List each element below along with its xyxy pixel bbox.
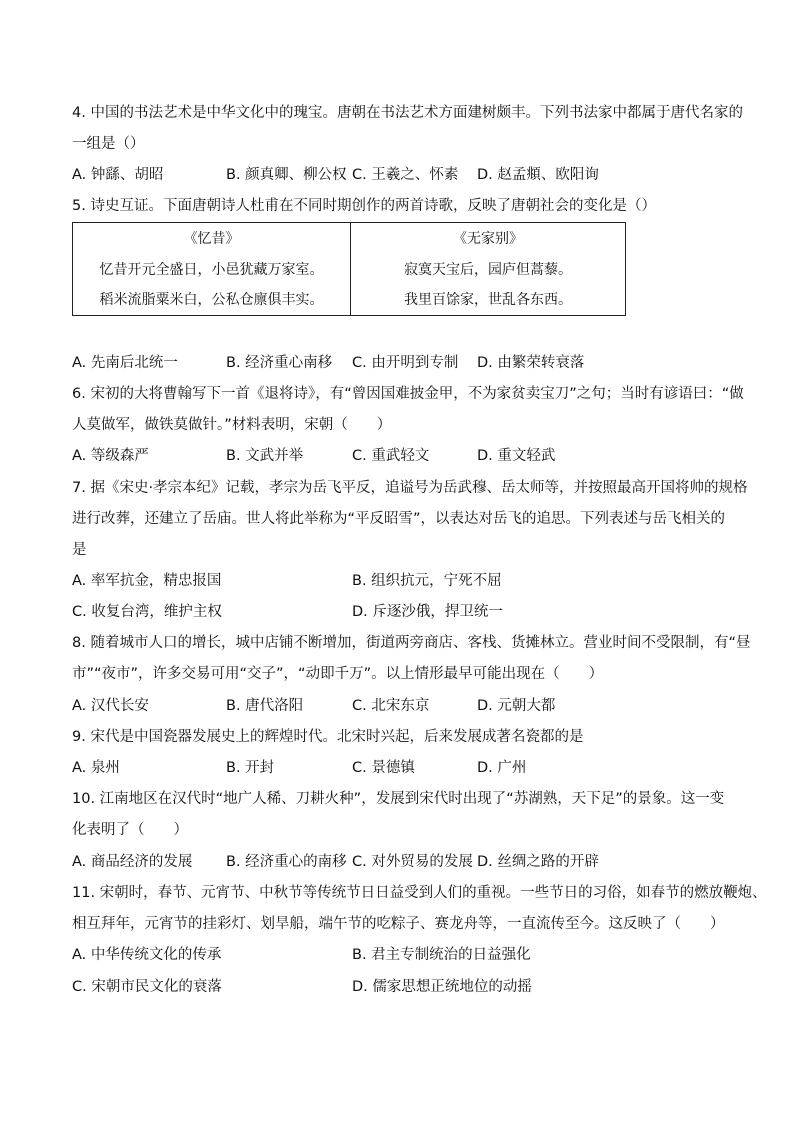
q9-option-d[interactable]: D. 广州 bbox=[477, 760, 527, 776]
q8-stem-line-1: 8. 随着城市人口的增长，城中店铺不断增加，街道两旁商店、客栈、货摊林立。营业时间不受限制，有“昼 bbox=[72, 635, 751, 651]
poem-line: 忆昔开元全盛日，小邑犹藏万家室。 bbox=[99, 262, 324, 278]
q6-option-d[interactable]: D. 重文轻武 bbox=[477, 448, 556, 464]
q5-stem-line-1: 5. 诗史互证。下面唐朝诗人杜甫在不同时期创作的两首诗歌，反映了唐朝社会的变化是（） bbox=[72, 198, 656, 214]
q4-option-d[interactable]: D. 赵孟頫、欧阳询 bbox=[477, 167, 599, 183]
poem-cell-yixi bbox=[73, 223, 351, 315]
q8-option-c[interactable]: C. 北宋东京 bbox=[352, 698, 430, 714]
q5-option-a[interactable]: A. 先南后北统一 bbox=[72, 355, 178, 371]
poem-title: 《忆昔》 bbox=[183, 231, 240, 247]
q7-option-b[interactable]: B. 组织抗元，宁死不屈 bbox=[352, 573, 502, 589]
q6-option-b[interactable]: B. 文武并举 bbox=[226, 448, 304, 464]
q11-option-a[interactable]: A. 中华传统文化的传承 bbox=[72, 947, 222, 963]
q9-option-c[interactable]: C. 景德镇 bbox=[352, 760, 415, 776]
q9-option-a[interactable]: A. 泉州 bbox=[72, 760, 120, 776]
q4-option-a[interactable]: A. 钟繇、胡昭 bbox=[72, 167, 164, 183]
q11-option-c[interactable]: C. 宋朝市民文化的衰落 bbox=[72, 979, 222, 995]
q11-option-b[interactable]: B. 君主专制统治的日益强化 bbox=[352, 947, 531, 963]
q6-option-a[interactable]: A. 等级森严 bbox=[72, 448, 149, 464]
q8-option-b[interactable]: B. 唐代洛阳 bbox=[226, 698, 304, 714]
q8-stem-line-2: 市”“夜市”，许多交易可用“交子”，“动即千万”。以上情形最早可能出现在（ ） bbox=[72, 666, 604, 682]
q7-stem-line-1: 7. 据《宋史·孝宗本纪》记载，孝宗为岳飞平反，追谥号为岳武穆、岳太师等，并按照最高开国将帅的规格 bbox=[72, 480, 748, 496]
q4-stem-line-1: 4. 中国的书法艺术是中华文化中的瑰宝。唐朝在书法艺术方面建树颇丰。下列书法家中都属于唐代名家的 bbox=[72, 105, 743, 121]
q5-option-b[interactable]: B. 经济重心南移 bbox=[226, 355, 333, 371]
poem-line: 寂寞天宝后，园庐但蒿藜。 bbox=[404, 262, 572, 278]
q7-stem-line-3: 是 bbox=[72, 542, 87, 558]
q7-option-a[interactable]: A. 率军抗金，精忠报国 bbox=[72, 573, 222, 589]
q10-option-a[interactable]: A. 商品经济的发展 bbox=[72, 854, 193, 870]
poem-line: 稻米流脂粟米白，公私仓廪俱丰实。 bbox=[99, 292, 324, 308]
q7-stem-line-2: 进行改葬，还建立了岳庙。世人将此举称为“平反昭雪”，以表达对岳飞的追思。下列表述与岳飞相关的 bbox=[72, 511, 726, 527]
q8-option-a[interactable]: A. 汉代长安 bbox=[72, 698, 149, 714]
q5-option-d[interactable]: D. 由繁荣转衰落 bbox=[477, 355, 585, 371]
q10-option-d[interactable]: D. 丝绸之路的开辟 bbox=[477, 854, 599, 870]
q11-stem-line-1: 11. 宋朝时，春节、元宵节、中秋节等传统节日日益受到人们的重视。一些节日的习俗，如春节的燃放鞭炮、 bbox=[72, 885, 767, 901]
q11-option-d[interactable]: D. 儒家思想正统地位的动摇 bbox=[352, 979, 532, 995]
q8-option-d[interactable]: D. 元朝大都 bbox=[477, 698, 556, 714]
q11-stem-line-2: 相互拜年，元宵节的挂彩灯、划旱船，端午节的吃粽子、赛龙舟等，一直流传至今。这反映了（ ） bbox=[72, 916, 725, 932]
q7-option-c[interactable]: C. 收复台湾，维护主权 bbox=[72, 604, 222, 620]
q4-option-b[interactable]: B. 颜真卿、柳公权 bbox=[226, 167, 347, 183]
poem-cell-wujiabie bbox=[350, 223, 626, 315]
poem-title: 《无家别》 bbox=[453, 231, 523, 247]
q4-stem-line-2: 一组是（） bbox=[72, 136, 145, 152]
q4-option-c[interactable]: C. 王羲之、怀素 bbox=[352, 167, 459, 183]
q6-stem-line-2: 人莫做军，做铁莫做针。”材料表明，宋朝（ ） bbox=[72, 417, 392, 433]
q5-option-c[interactable]: C. 由开明到专制 bbox=[352, 355, 459, 371]
q6-option-c[interactable]: C. 重武轻文 bbox=[352, 448, 430, 464]
q10-stem-line-1: 10. 江南地区在汉代时“地广人稀、刀耕火种”，发展到宋代时出现了“苏湖熟，天下足”的景象。这一变 bbox=[72, 791, 725, 807]
poem-line: 我里百馀家，世乱各东西。 bbox=[404, 292, 572, 308]
q9-option-b[interactable]: B. 开封 bbox=[226, 760, 275, 776]
poem-table bbox=[72, 222, 626, 316]
q6-stem-line-1: 6. 宋初的大将曹翰写下一首《退将诗》，有“曾因国难披金甲，不为家贫卖宝刀”之句；当时有谚语曰：“做 bbox=[72, 386, 744, 402]
q9-stem-line-1: 9. 宋代是中国瓷器发展史上的辉煌时代。北宋时兴起，后来发展成著名瓷都的是 bbox=[72, 729, 584, 745]
q7-option-d[interactable]: D. 斥逐沙俄，捍卫统一 bbox=[352, 604, 503, 620]
q10-option-b[interactable]: B. 经济重心的南移 bbox=[226, 854, 347, 870]
q10-stem-line-2: 化表明了（ ） bbox=[72, 822, 188, 838]
q10-option-c[interactable]: C. 对外贸易的发展 bbox=[352, 854, 473, 870]
